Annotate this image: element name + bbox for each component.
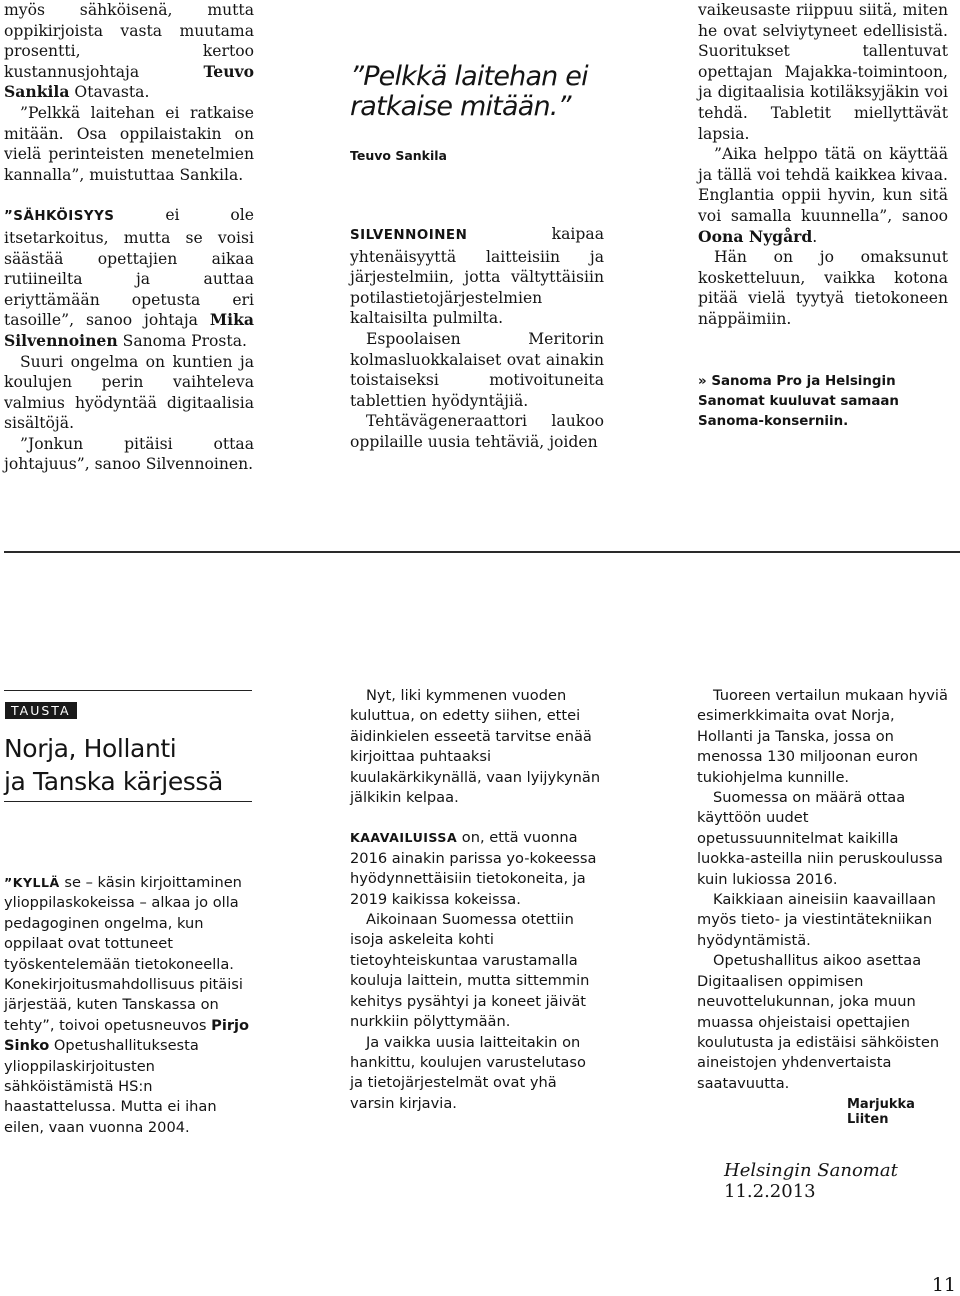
article-column-3 (698, 0, 948, 330)
paragraph: KAAVAILUISSA on, että vuonna 2016 ainakin parissa yo-kokeessa hyödynnettäisiin tietokoneita, ja 2019 kaikissa kokeissa. (350, 829, 597, 908)
source-credit: Helsingin Sanomat 11.2.2013 (724, 1160, 898, 1202)
lead-in: ”SÄHKÖISYYS (4, 209, 115, 225)
paragraph: Opetushallitus aikoo asettaa Digitaalisen oppimisen neuvottelukunnan, joka muun muassa ohjeistaisi opettajien koulutusta ja edistäisi sähköisten aineistojen yhdenvertaista saatavuutta. (697, 952, 940, 1092)
article-column-1 (4, 0, 254, 475)
section-divider (4, 551, 960, 553)
paragraph: Tehtävägeneraattori laukoo oppilaille uusia tehtäviä, joiden (350, 412, 604, 451)
paragraph: Kaikkiaan aineisiin kaavaillaan myös tieto- ja viestintätekniikan hyödyntämistä. (697, 891, 936, 949)
paragraph: ”Jonkun pitäisi ottaa johtajuus”, sanoo Silvennoinen. (4, 434, 254, 474)
paragraph: ”Aika helppo tätä on käyttää ja tällä voi tehdä kaikkea kivaa. Englantia oppii hyvin, kun sitä voi samalla kuunnella”, sanoo Oona Nygård. (698, 145, 948, 246)
fact-note: » Sanoma Pro ja Helsingin Sanomat kuuluvat samaan Sanoma-konserniin. (698, 374, 899, 429)
headline-rule-bottom (4, 801, 252, 802)
paragraph: ”SÄHKÖISYYS ei ole itsetarkoitus, mutta se voisi säästää opettajien aikaa rutiineilta ja auttaa eriyttämään opetusta eri tasoille”, sanoo johtaja Mika Silvennoinen Sanoma Prosta. (4, 206, 254, 350)
paragraph: ”KYLLÄ se – käsin kirjoittaminen ylioppilaskokeissa – alkaa jo olla pedagoginen ongelma, kun oppilaat ovat tottuneet työskentelemään tietokoneella. Konekirjoitusmahdollisuus pitäisi järjestää, kuten Tanskassa on tehty”, toivoi opetusneuvos Pirjo Sinko Opetushallituksesta ylioppilaskirjoitusten sähköistämistä HS:n haastattelussa. Mutta ei ihan eilen, vaan vuonna 2004. (4, 874, 250, 1136)
box-headline: Norja, Hollanti ja Tanska kärjessä (4, 734, 223, 796)
person-name: Mika Silvennoinen (4, 310, 254, 350)
section-kicker: TAUSTA (5, 702, 77, 719)
paragraph: myös sähköisenä, mutta oppikirjoista vasta muutama prosentti, kertoo kustannusjohtaja Teuvo Sankila Otavasta. (4, 1, 254, 102)
person-name: Oona Nygård (698, 226, 813, 246)
person-name: Teuvo Sankila (4, 61, 254, 102)
pull-quote: ”Pelkkä laitehan ei ratkaise mitään.” (350, 61, 588, 122)
paragraph: vaikeusaste riippuu siitä, miten he ovat selviytyneet edellisistä. Suoritukset tallentuvat opettajan Majakka-toimintoon, ja digitaalisia kotiläksyjäkin voi tehdä. Tabletit miellyttävät lapsia. (698, 1, 948, 143)
paragraph: Suomessa on määrä ottaa käyttöön uudet opetussuunnitelmat kaikilla luokka-asteilla niin peruskoulussa kuin lukiossa 2016. (697, 789, 943, 888)
lead-in: KAAVAILUISSA (350, 830, 458, 846)
paragraph: ”Pelkkä laitehan ei ratkaise mitään. Osa oppilaistakin on vielä perinteisten menetelmien kannalla”, muistuttaa Sankila. (4, 103, 254, 184)
paragraph: Tuoreen vertailun mukaan hyviä esimerkkimaita ovat Norja, Hollanti ja Tanska, jossa on menossa 130 miljoonan euron tukiohjelma kunnille. (697, 687, 948, 786)
chevron-right-icon: » (698, 374, 707, 389)
paragraph: Suuri ongelma on kuntien ja koulujen perin vaihteleva valmius hyödyntää digitaalisia sisältöjä. (4, 352, 254, 433)
paragraph: Aikoinaan Suomessa otettiin isoja askeleita kohti tietoyhteiskuntaa varustamalla kouluja laittein, mutta sittemmin kehitys pysähtyi ja koneet jäivät nurkkiin pölyttymään. (350, 911, 590, 1031)
box-column-1 (4, 873, 252, 1138)
paragraph: SILVENNOINEN kaipaa yhtenäisyyttä laitteisiin ja järjestelmiin, jotta vältyttäisiin potilastietojärjestelmien kaltaisilta pulmilta. (350, 225, 604, 328)
page-number: 11 (931, 1274, 956, 1296)
paragraph: Ja vaikka uusia laitteitakin on hankittu, koulujen varustelutaso ja tietojärjestelmät ovat yhä varsin kirjavia. (350, 1033, 586, 1112)
headline-rule-top (4, 690, 252, 691)
byline: Marjukka Liiten (847, 1097, 915, 1127)
box-column-2 (350, 686, 602, 1114)
paragraph: Espoolaisen Meritorin kolmasluokkalaiset ovat ainakin toistaiseksi motivoituneita tablettien hyödyntäjiä. (350, 329, 604, 410)
article-column-2 (350, 224, 604, 453)
paragraph: Nyt, liki kymmenen vuoden kuluttua, on edetty siihen, ettei äidinkielen esseetä tarvitse enää kirjoittaa puhtaaksi kuulakärkikynällä, vaan lyijykynän jälkikin kelpaa. (350, 687, 601, 807)
lead-in: ”KYLLÄ (4, 875, 60, 890)
lead-in: SILVENNOINEN (350, 228, 468, 243)
paragraph: Hän on jo omaksunut kosketteluun, vaikka kotona pitää vielä tyytyä tietokoneen näppäimiin. (698, 248, 948, 328)
pull-quote-author: Teuvo Sankila (350, 148, 447, 163)
box-column-3 (697, 686, 949, 1094)
person-name: Pirjo Sinko (4, 1016, 250, 1055)
